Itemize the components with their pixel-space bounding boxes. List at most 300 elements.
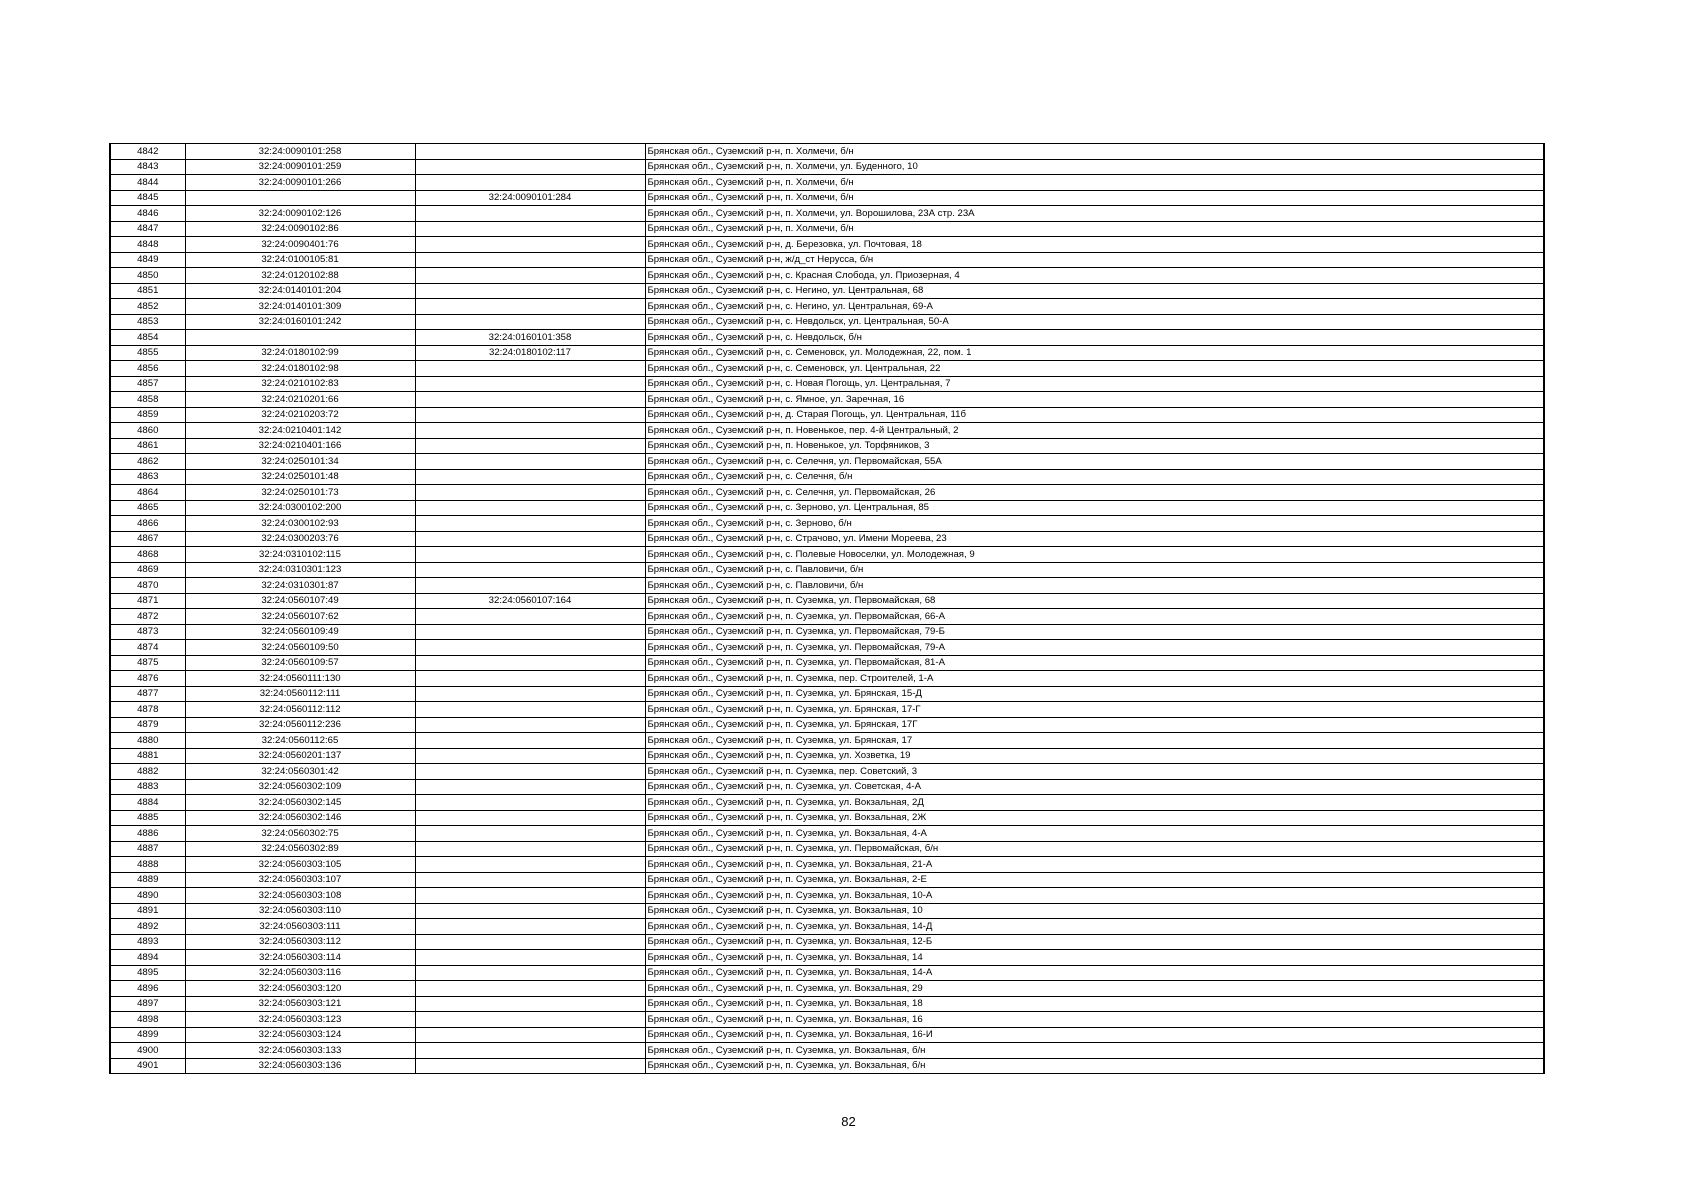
related-cadastral-number-cell [415, 314, 645, 330]
related-cadastral-number-cell [415, 407, 645, 423]
table-row [110, 686, 1544, 702]
related-cadastral-number-cell [415, 516, 645, 532]
row-number-cell: 4891 [110, 903, 185, 919]
address-cell: Брянская обл., Суземский р-н, п. Суземка, ул. Вокзальная, б/н [645, 1043, 1544, 1059]
related-cadastral-number-cell [415, 810, 645, 826]
address-cell: Брянская обл., Суземский р-н, с. Зерново, ул. Центральная, 85 [645, 500, 1544, 516]
registry-table [109, 143, 1545, 1074]
table-row [110, 252, 1544, 268]
row-number-cell: 4892 [110, 919, 185, 935]
cadastral-number-cell: 32:24:0560112:236 [185, 717, 415, 733]
related-cadastral-number-cell [415, 764, 645, 780]
address-cell: Брянская обл., Суземский р-н, с. Павловичи, б/н [645, 562, 1544, 578]
cadastral-number-cell: 32:24:0300203:76 [185, 531, 415, 547]
cadastral-number-cell: 32:24:0560303:112 [185, 934, 415, 950]
row-number-cell: 4883 [110, 779, 185, 795]
table-row [110, 159, 1544, 175]
cadastral-number-cell: 32:24:0300102:200 [185, 500, 415, 516]
address-cell: Брянская обл., Суземский р-н, п. Суземка, ул. Вокзальная, 4-А [645, 826, 1544, 842]
address-cell: Брянская обл., Суземский р-н, с. Семеновск, ул. Молодежная, 22, пом. 1 [645, 345, 1544, 361]
row-number-cell: 4862 [110, 454, 185, 470]
cadastral-number-cell: 32:24:0250101:34 [185, 454, 415, 470]
row-number-cell: 4857 [110, 376, 185, 392]
row-number-cell: 4858 [110, 392, 185, 408]
address-cell: Брянская обл., Суземский р-н, ж/д_ст Нерусса, б/н [645, 252, 1544, 268]
table-row [110, 1058, 1544, 1074]
row-number-cell: 4846 [110, 206, 185, 222]
address-cell: Брянская обл., Суземский р-н, п. Суземка, ул. Вокзальная, 14-Д [645, 919, 1544, 935]
related-cadastral-number-cell [415, 376, 645, 392]
related-cadastral-number-cell [415, 221, 645, 237]
address-cell: Брянская обл., Суземский р-н, п. Суземка, ул. Советская, 4-А [645, 779, 1544, 795]
table-row [110, 516, 1544, 532]
cadastral-number-cell: 32:24:0560303:111 [185, 919, 415, 935]
cadastral-number-cell: 32:24:0560303:133 [185, 1043, 415, 1059]
table-row [110, 547, 1544, 563]
related-cadastral-number-cell [415, 950, 645, 966]
row-number-cell: 4867 [110, 531, 185, 547]
related-cadastral-number-cell [415, 423, 645, 439]
row-number-cell: 4843 [110, 159, 185, 175]
related-cadastral-number-cell [415, 981, 645, 997]
table-row [110, 531, 1544, 547]
row-number-cell: 4860 [110, 423, 185, 439]
table-row [110, 299, 1544, 315]
row-number-cell: 4845 [110, 190, 185, 206]
address-cell: Брянская обл., Суземский р-н, п. Суземка, ул. Вокзальная, б/н [645, 1058, 1544, 1074]
row-number-cell: 4888 [110, 857, 185, 873]
table-row [110, 562, 1544, 578]
cadastral-number-cell: 32:24:0310102:115 [185, 547, 415, 563]
related-cadastral-number-cell [415, 702, 645, 718]
table-row [110, 795, 1544, 811]
address-cell: Брянская обл., Суземский р-н, п. Суземка, ул. Вокзальная, 14 [645, 950, 1544, 966]
cadastral-number-cell: 32:24:0210102:83 [185, 376, 415, 392]
cadastral-number-cell: 32:24:0140101:309 [185, 299, 415, 315]
address-cell: Брянская обл., Суземский р-н, п. Суземка, пер. Советский, 3 [645, 764, 1544, 780]
table-row [110, 919, 1544, 935]
row-number-cell: 4871 [110, 593, 185, 609]
address-cell: Брянская обл., Суземский р-н, п. Суземка, ул. Хозветка, 19 [645, 748, 1544, 764]
table-row [110, 361, 1544, 377]
address-cell: Брянская обл., Суземский р-н, с. Селечня, ул. Первомайская, 26 [645, 485, 1544, 501]
related-cadastral-number-cell [415, 733, 645, 749]
related-cadastral-number-cell [415, 1043, 645, 1059]
related-cadastral-number-cell [415, 268, 645, 284]
row-number-cell: 4854 [110, 330, 185, 346]
related-cadastral-number-cell [415, 609, 645, 625]
cadastral-number-cell: 32:24:0090401:76 [185, 237, 415, 253]
row-number-cell: 4863 [110, 469, 185, 485]
address-cell: Брянская обл., Суземский р-н, с. Полевые Новоселки, ул. Молодежная, 9 [645, 547, 1544, 563]
related-cadastral-number-cell [415, 299, 645, 315]
cadastral-number-cell: 32:24:0310301:87 [185, 578, 415, 594]
table-row [110, 330, 1544, 346]
cadastral-number-cell: 32:24:0560303:121 [185, 996, 415, 1012]
cadastral-number-cell: 32:24:0560301:42 [185, 764, 415, 780]
related-cadastral-number-cell [415, 578, 645, 594]
table-row [110, 206, 1544, 222]
cadastral-number-cell: 32:24:0090101:259 [185, 159, 415, 175]
cadastral-number-cell [185, 330, 415, 346]
related-cadastral-number-cell [415, 252, 645, 268]
address-cell: Брянская обл., Суземский р-н, с. Красная Слобода, ул. Приозерная, 4 [645, 268, 1544, 284]
cadastral-number-cell: 32:24:0560303:107 [185, 872, 415, 888]
address-cell: Брянская обл., Суземский р-н, п. Суземка, пер. Строителей, 1-А [645, 671, 1544, 687]
table-row [110, 190, 1544, 206]
row-number-cell: 4842 [110, 144, 185, 160]
address-cell: Брянская обл., Суземский р-н, п. Суземка, ул. Вокзальная, 2-Е [645, 872, 1544, 888]
related-cadastral-number-cell [415, 748, 645, 764]
table-row [110, 950, 1544, 966]
row-number-cell: 4885 [110, 810, 185, 826]
related-cadastral-number-cell [415, 857, 645, 873]
address-cell: Брянская обл., Суземский р-н, п. Суземка, ул. Вокзальная, 2Ж [645, 810, 1544, 826]
related-cadastral-number-cell [415, 485, 645, 501]
row-number-cell: 4848 [110, 237, 185, 253]
related-cadastral-number-cell [415, 919, 645, 935]
related-cadastral-number-cell [415, 562, 645, 578]
cadastral-number-cell: 32:24:0210401:142 [185, 423, 415, 439]
table-row [110, 392, 1544, 408]
row-number-cell: 4864 [110, 485, 185, 501]
address-cell: Брянская обл., Суземский р-н, п. Новенькое, ул. Торфяников, 3 [645, 438, 1544, 454]
row-number-cell: 4865 [110, 500, 185, 516]
related-cadastral-number-cell [415, 547, 645, 563]
related-cadastral-number-cell [415, 872, 645, 888]
cadastral-number-cell: 32:24:0560303:123 [185, 1012, 415, 1028]
address-cell: Брянская обл., Суземский р-н, п. Суземка, ул. Брянская, 17Г [645, 717, 1544, 733]
cadastral-number-cell: 32:24:0120102:88 [185, 268, 415, 284]
cadastral-number-cell: 32:24:0560303:110 [185, 903, 415, 919]
address-cell: Брянская обл., Суземский р-н, д. Старая Погощь, ул. Центральная, 11б [645, 407, 1544, 423]
related-cadastral-number-cell [415, 469, 645, 485]
address-cell: Брянская обл., Суземский р-н, п. Суземка, ул. Вокзальная, 12-Б [645, 934, 1544, 950]
address-cell: Брянская обл., Суземский р-н, с. Семеновск, ул. Центральная, 22 [645, 361, 1544, 377]
related-cadastral-number-cell [415, 144, 645, 160]
address-cell: Брянская обл., Суземский р-н, с. Невдольск, ул. Центральная, 50-А [645, 314, 1544, 330]
table-row [110, 981, 1544, 997]
table-row [110, 283, 1544, 299]
table-row [110, 888, 1544, 904]
address-cell: Брянская обл., Суземский р-н, п. Суземка, ул. Вокзальная, 21-А [645, 857, 1544, 873]
row-number-cell: 4884 [110, 795, 185, 811]
related-cadastral-number-cell [415, 283, 645, 299]
cadastral-number-cell: 32:24:0560109:49 [185, 624, 415, 640]
row-number-cell: 4895 [110, 965, 185, 981]
related-cadastral-number-cell [415, 624, 645, 640]
address-cell: Брянская обл., Суземский р-н, п. Суземка, ул. Первомайская, 68 [645, 593, 1544, 609]
address-cell: Брянская обл., Суземский р-н, с. Страчово, ул. Имени Мореева, 23 [645, 531, 1544, 547]
cadastral-number-cell: 32:24:0180102:98 [185, 361, 415, 377]
related-cadastral-number-cell [415, 903, 645, 919]
table-row [110, 438, 1544, 454]
table-row [110, 764, 1544, 780]
table-row [110, 221, 1544, 237]
related-cadastral-number-cell [415, 965, 645, 981]
cadastral-number-cell: 32:24:0560109:57 [185, 655, 415, 671]
address-cell: Брянская обл., Суземский р-н, с. Павловичи, б/н [645, 578, 1544, 594]
table-row [110, 624, 1544, 640]
cadastral-number-cell: 32:24:0560303:124 [185, 1027, 415, 1043]
row-number-cell: 4877 [110, 686, 185, 702]
cadastral-number-cell: 32:24:0560201:137 [185, 748, 415, 764]
table-row [110, 407, 1544, 423]
address-cell: Брянская обл., Суземский р-н, п. Холмечи, ул. Ворошилова, 23А стр. 23А [645, 206, 1544, 222]
row-number-cell: 4859 [110, 407, 185, 423]
address-cell: Брянская обл., Суземский р-н, п. Суземка, ул. Первомайская, 79-А [645, 640, 1544, 656]
table-row [110, 655, 1544, 671]
related-cadastral-number-cell [415, 1012, 645, 1028]
address-cell: Брянская обл., Суземский р-н, с. Зерново, б/н [645, 516, 1544, 532]
cadastral-number-cell: 32:24:0560302:145 [185, 795, 415, 811]
address-cell: Брянская обл., Суземский р-н, п. Суземка, ул. Вокзальная, 10 [645, 903, 1544, 919]
table-row [110, 841, 1544, 857]
related-cadastral-number-cell [415, 996, 645, 1012]
row-number-cell: 4889 [110, 872, 185, 888]
row-number-cell: 4881 [110, 748, 185, 764]
address-cell: Брянская обл., Суземский р-н, с. Негино, ул. Центральная, 69-А [645, 299, 1544, 315]
address-cell: Брянская обл., Суземский р-н, п. Холмечи, б/н [645, 190, 1544, 206]
table-row [110, 144, 1544, 160]
row-number-cell: 4878 [110, 702, 185, 718]
table-row [110, 237, 1544, 253]
related-cadastral-number-cell: 32:24:0160101:358 [415, 330, 645, 346]
page-number: 82 [841, 1114, 856, 1129]
table-row [110, 671, 1544, 687]
cadastral-number-cell: 32:24:0560302:89 [185, 841, 415, 857]
table-row [110, 423, 1544, 439]
address-cell: Брянская обл., Суземский р-н, п. Суземка, ул. Первомайская, 81-А [645, 655, 1544, 671]
table-row [110, 857, 1544, 873]
row-number-cell: 4849 [110, 252, 185, 268]
related-cadastral-number-cell [415, 1027, 645, 1043]
table-row [110, 175, 1544, 191]
address-cell: Брянская обл., Суземский р-н, п. Суземка, ул. Первомайская, б/н [645, 841, 1544, 857]
address-cell: Брянская обл., Суземский р-н, с. Селечня, ул. Первомайская, 55А [645, 454, 1544, 470]
address-cell: Брянская обл., Суземский р-н, п. Суземка, ул. Брянская, 15-Д [645, 686, 1544, 702]
table-row [110, 485, 1544, 501]
address-cell: Брянская обл., Суземский р-н, п. Суземка, ул. Вокзальная, 10-А [645, 888, 1544, 904]
related-cadastral-number-cell [415, 779, 645, 795]
table-row [110, 872, 1544, 888]
related-cadastral-number-cell [415, 206, 645, 222]
table-row [110, 934, 1544, 950]
cadastral-number-cell: 32:24:0560303:136 [185, 1058, 415, 1074]
row-number-cell: 4855 [110, 345, 185, 361]
related-cadastral-number-cell: 32:24:0560107:164 [415, 593, 645, 609]
address-cell: Брянская обл., Суземский р-н, п. Суземка, ул. Брянская, 17-Г [645, 702, 1544, 718]
address-cell: Брянская обл., Суземский р-н, с. Негино, ул. Центральная, 68 [645, 283, 1544, 299]
related-cadastral-number-cell [415, 640, 645, 656]
row-number-cell: 4852 [110, 299, 185, 315]
table-row [110, 345, 1544, 361]
row-number-cell: 4851 [110, 283, 185, 299]
address-cell: Брянская обл., Суземский р-н, п. Суземка, ул. Вокзальная, 16 [645, 1012, 1544, 1028]
cadastral-number-cell: 32:24:0560303:114 [185, 950, 415, 966]
table-row [110, 640, 1544, 656]
table-row [110, 609, 1544, 625]
cadastral-number-cell: 32:24:0560303:108 [185, 888, 415, 904]
cadastral-number-cell: 32:24:0210401:166 [185, 438, 415, 454]
related-cadastral-number-cell [415, 686, 645, 702]
related-cadastral-number-cell [415, 655, 645, 671]
related-cadastral-number-cell [415, 934, 645, 950]
row-number-cell: 4886 [110, 826, 185, 842]
row-number-cell: 4898 [110, 1012, 185, 1028]
row-number-cell: 4893 [110, 934, 185, 950]
cadastral-number-cell: 32:24:0250101:48 [185, 469, 415, 485]
cadastral-number-cell: 32:24:0560302:75 [185, 826, 415, 842]
row-number-cell: 4870 [110, 578, 185, 594]
cadastral-number-cell: 32:24:0300102:93 [185, 516, 415, 532]
row-number-cell: 4896 [110, 981, 185, 997]
address-cell: Брянская обл., Суземский р-н, п. Суземка, ул. Вокзальная, 29 [645, 981, 1544, 997]
row-number-cell: 4866 [110, 516, 185, 532]
cadastral-number-cell: 32:24:0090102:126 [185, 206, 415, 222]
row-number-cell: 4875 [110, 655, 185, 671]
address-cell: Брянская обл., Суземский р-н, с. Ямное, ул. Заречная, 16 [645, 392, 1544, 408]
address-cell: Брянская обл., Суземский р-н, п. Новенькое, пер. 4-й Центральный, 2 [645, 423, 1544, 439]
table-row [110, 1027, 1544, 1043]
address-cell: Брянская обл., Суземский р-н, с. Селечня, б/н [645, 469, 1544, 485]
row-number-cell: 4894 [110, 950, 185, 966]
address-cell: Брянская обл., Суземский р-н, с. Невдольск, б/н [645, 330, 1544, 346]
row-number-cell: 4900 [110, 1043, 185, 1059]
cadastral-number-cell: 32:24:0140101:204 [185, 283, 415, 299]
cadastral-number-cell: 32:24:0560112:111 [185, 686, 415, 702]
address-cell: Брянская обл., Суземский р-н, п. Суземка, ул. Вокзальная, 2Д [645, 795, 1544, 811]
registry-table-body [110, 144, 1544, 1074]
cadastral-number-cell: 32:24:0160101:242 [185, 314, 415, 330]
related-cadastral-number-cell [415, 454, 645, 470]
table-row [110, 469, 1544, 485]
row-number-cell: 4872 [110, 609, 185, 625]
related-cadastral-number-cell [415, 826, 645, 842]
cadastral-number-cell: 32:24:0310301:123 [185, 562, 415, 578]
row-number-cell: 4853 [110, 314, 185, 330]
row-number-cell: 4874 [110, 640, 185, 656]
address-cell: Брянская обл., Суземский р-н, п. Суземка, ул. Брянская, 17 [645, 733, 1544, 749]
cadastral-number-cell: 32:24:0560303:105 [185, 857, 415, 873]
row-number-cell: 4861 [110, 438, 185, 454]
table-row [110, 903, 1544, 919]
row-number-cell: 4873 [110, 624, 185, 640]
address-cell: Брянская обл., Суземский р-н, п. Суземка, ул. Первомайская, 66-А [645, 609, 1544, 625]
cadastral-number-cell: 32:24:0210201:66 [185, 392, 415, 408]
row-number-cell: 4850 [110, 268, 185, 284]
address-cell: Брянская обл., Суземский р-н, с. Новая Погощь, ул. Центральная, 7 [645, 376, 1544, 392]
related-cadastral-number-cell [415, 531, 645, 547]
table-row [110, 1043, 1544, 1059]
table-row [110, 996, 1544, 1012]
address-cell: Брянская обл., Суземский р-н, д. Березовка, ул. Почтовая, 18 [645, 237, 1544, 253]
table-row [110, 702, 1544, 718]
table-row [110, 826, 1544, 842]
related-cadastral-number-cell [415, 392, 645, 408]
row-number-cell: 4890 [110, 888, 185, 904]
table-row [110, 717, 1544, 733]
table-row [110, 965, 1544, 981]
address-cell: Брянская обл., Суземский р-н, п. Холмечи, ул. Буденного, 10 [645, 159, 1544, 175]
table-row [110, 454, 1544, 470]
row-number-cell: 4847 [110, 221, 185, 237]
table-row [110, 748, 1544, 764]
row-number-cell: 4868 [110, 547, 185, 563]
row-number-cell: 4880 [110, 733, 185, 749]
related-cadastral-number-cell [415, 795, 645, 811]
table-row [110, 1012, 1544, 1028]
table-row [110, 733, 1544, 749]
table-row [110, 376, 1544, 392]
address-cell: Брянская обл., Суземский р-н, п. Суземка, ул. Вокзальная, 14-А [645, 965, 1544, 981]
row-number-cell: 4887 [110, 841, 185, 857]
cadastral-number-cell: 32:24:0560107:49 [185, 593, 415, 609]
cadastral-number-cell: 32:24:0560112:112 [185, 702, 415, 718]
related-cadastral-number-cell [415, 841, 645, 857]
address-cell: Брянская обл., Суземский р-н, п. Холмечи, б/н [645, 175, 1544, 191]
related-cadastral-number-cell [415, 1058, 645, 1074]
table-row [110, 593, 1544, 609]
cadastral-number-cell: 32:24:0180102:99 [185, 345, 415, 361]
table-row [110, 314, 1544, 330]
cadastral-number-cell: 32:24:0560302:146 [185, 810, 415, 826]
row-number-cell: 4876 [110, 671, 185, 687]
address-cell: Брянская обл., Суземский р-н, п. Суземка, ул. Первомайская, 79-Б [645, 624, 1544, 640]
table-row [110, 779, 1544, 795]
cadastral-number-cell: 32:24:0560111:130 [185, 671, 415, 687]
address-cell: Брянская обл., Суземский р-н, п. Суземка, ул. Вокзальная, 16-И [645, 1027, 1544, 1043]
address-cell: Брянская обл., Суземский р-н, п. Холмечи, б/н [645, 221, 1544, 237]
cadastral-number-cell: 32:24:0560107:62 [185, 609, 415, 625]
cadastral-number-cell: 32:24:0560112:65 [185, 733, 415, 749]
row-number-cell: 4901 [110, 1058, 185, 1074]
cadastral-number-cell: 32:24:0210203:72 [185, 407, 415, 423]
row-number-cell: 4899 [110, 1027, 185, 1043]
related-cadastral-number-cell [415, 175, 645, 191]
related-cadastral-number-cell: 32:24:0090101:284 [415, 190, 645, 206]
table-row [110, 500, 1544, 516]
row-number-cell: 4879 [110, 717, 185, 733]
cadastral-number-cell: 32:24:0560109:50 [185, 640, 415, 656]
row-number-cell: 4882 [110, 764, 185, 780]
cadastral-number-cell: 32:24:0560303:116 [185, 965, 415, 981]
cadastral-number-cell: 32:24:0100105:81 [185, 252, 415, 268]
related-cadastral-number-cell: 32:24:0180102:117 [415, 345, 645, 361]
row-number-cell: 4844 [110, 175, 185, 191]
related-cadastral-number-cell [415, 237, 645, 253]
row-number-cell: 4897 [110, 996, 185, 1012]
related-cadastral-number-cell [415, 717, 645, 733]
table-row [110, 810, 1544, 826]
related-cadastral-number-cell [415, 671, 645, 687]
table-row [110, 578, 1544, 594]
related-cadastral-number-cell [415, 438, 645, 454]
related-cadastral-number-cell [415, 500, 645, 516]
address-cell: Брянская обл., Суземский р-н, п. Суземка, ул. Вокзальная, 18 [645, 996, 1544, 1012]
cadastral-number-cell: 32:24:0250101:73 [185, 485, 415, 501]
cadastral-number-cell [185, 190, 415, 206]
related-cadastral-number-cell [415, 159, 645, 175]
cadastral-number-cell: 32:24:0090101:266 [185, 175, 415, 191]
address-cell: Брянская обл., Суземский р-н, п. Холмечи, б/н [645, 144, 1544, 160]
row-number-cell: 4869 [110, 562, 185, 578]
cadastral-number-cell: 32:24:0090102:86 [185, 221, 415, 237]
row-number-cell: 4856 [110, 361, 185, 377]
cadastral-number-cell: 32:24:0560303:120 [185, 981, 415, 997]
table-row [110, 268, 1544, 284]
cadastral-number-cell: 32:24:0090101:258 [185, 144, 415, 160]
